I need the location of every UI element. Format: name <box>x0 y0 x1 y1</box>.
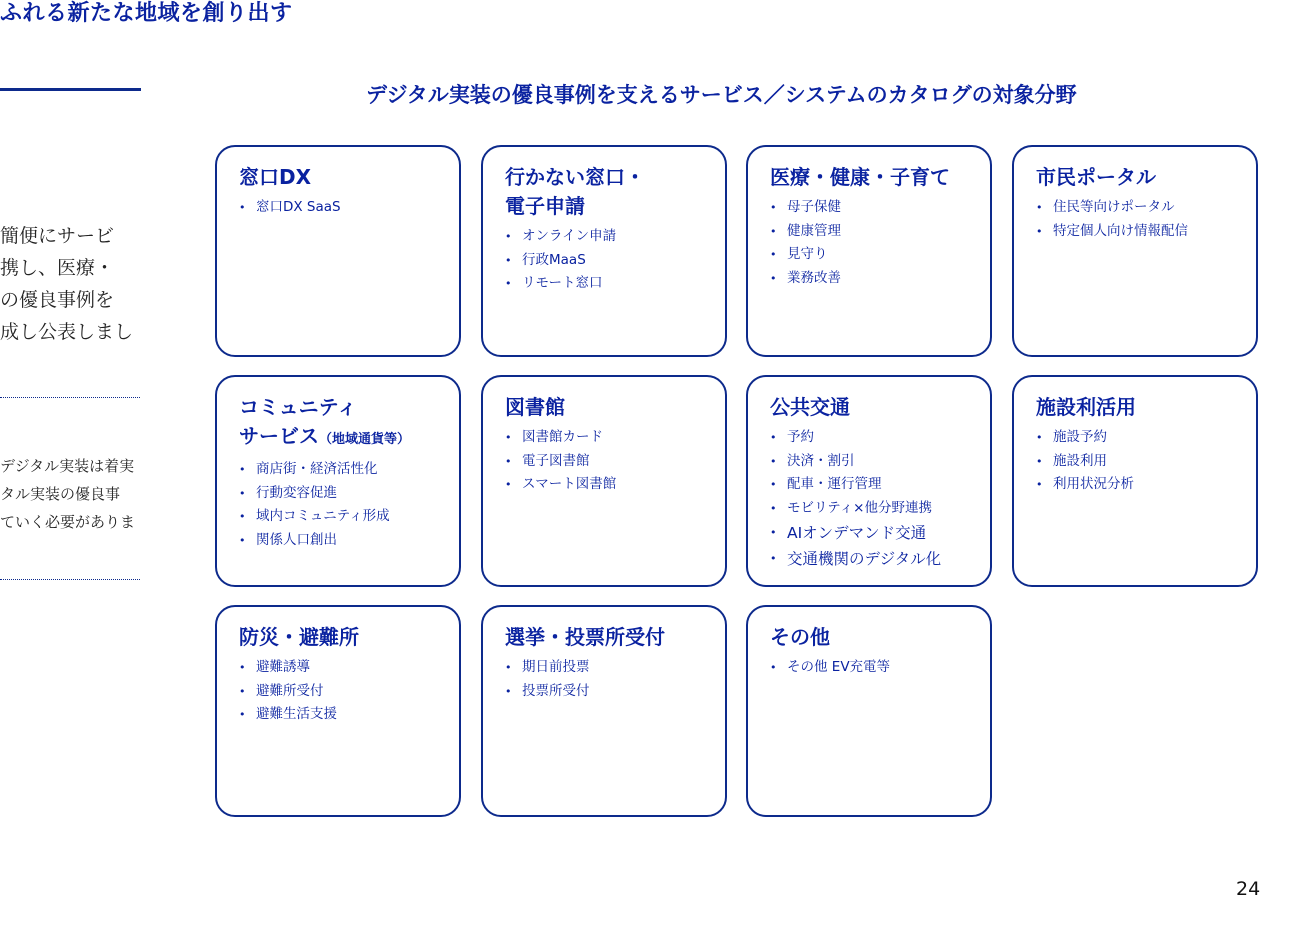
card-item: • 住民等向けポータル <box>1036 196 1246 220</box>
card-item: • 行政MaaS <box>505 249 715 273</box>
card-item: • 健康管理 <box>770 220 980 244</box>
card-item-list <box>505 656 715 703</box>
paragraph-line: 携し、医療・ <box>0 257 115 279</box>
card-item: • 窓口DX SaaS <box>239 196 449 220</box>
card-item: • 避難所受付 <box>239 680 449 704</box>
card-item: • 図書館カード <box>505 426 715 450</box>
card-item: • その他 EV充電等 <box>770 656 980 680</box>
card-item: • 配車・運行管理 <box>770 473 980 497</box>
card-item: • 特定個人向け情報配信 <box>1036 220 1246 244</box>
card-title: 図書館 <box>505 395 565 419</box>
category-card-library <box>481 375 727 587</box>
category-card-window-dx <box>215 145 461 357</box>
card-item: • 決済・割引 <box>770 450 980 474</box>
note-paragraph <box>0 452 140 536</box>
card-item-list <box>1036 196 1246 243</box>
card-title: 医療・健康・子育て <box>770 165 950 189</box>
card-item-list <box>770 196 980 290</box>
card-item: • 行動変容促進 <box>239 482 449 506</box>
card-item: • 電子図書館 <box>505 450 715 474</box>
paragraph-line: ていく必要がありま <box>0 513 136 531</box>
paragraph-line: タル実装の優良事 <box>0 485 121 503</box>
card-item: • 投票所受付 <box>505 680 715 704</box>
category-card-healthcare <box>746 145 992 357</box>
card-item: • 見守り <box>770 243 980 267</box>
category-card-other <box>746 605 992 817</box>
card-item-list <box>239 458 449 552</box>
intro-paragraph <box>0 220 140 348</box>
card-title: 選挙・投票所受付 <box>505 625 665 649</box>
paragraph-line: 成し公表しまし <box>0 321 134 343</box>
card-item: • 施設予約 <box>1036 426 1246 450</box>
card-item: • 避難誘導 <box>239 656 449 680</box>
card-item: • 域内コミュニティ形成 <box>239 505 449 529</box>
card-title: 公共交通 <box>770 395 850 419</box>
card-item: • 避難生活支援 <box>239 703 449 727</box>
card-item: • 期日前投票 <box>505 656 715 680</box>
heading-rule <box>0 88 141 91</box>
card-item-list <box>505 225 715 296</box>
page-heading: ふれる新たな地域を創り出す <box>0 1 293 26</box>
category-card-online-application <box>481 145 727 357</box>
card-title: 防災・避難所 <box>239 625 359 649</box>
card-item-list <box>239 196 449 220</box>
card-item-list <box>770 656 980 680</box>
category-card-community-service <box>215 375 461 587</box>
card-item: • 関係人口創出 <box>239 529 449 553</box>
category-card-election <box>481 605 727 817</box>
card-title: コミュニティ サービス（地域通貨等） <box>239 395 411 448</box>
card-item: • 商店街・経済活性化 <box>239 458 449 482</box>
card-item: • 利用状況分析 <box>1036 473 1246 497</box>
card-item: • 業務改善 <box>770 267 980 291</box>
catalog-title: デジタル実装の優良事例を支えるサービス／システムのカタログの対象分野 <box>366 83 1077 107</box>
card-item-list <box>239 656 449 727</box>
card-item: • 交通機関のデジタル化 <box>770 546 980 572</box>
card-title: 窓口DX <box>239 165 312 189</box>
card-item-list <box>770 426 980 572</box>
card-item: • AIオンデマンド交通 <box>770 520 980 546</box>
category-card-facility-use <box>1012 375 1258 587</box>
card-item-list <box>1036 426 1246 497</box>
category-card-citizen-portal <box>1012 145 1258 357</box>
paragraph-line: の優良事例を <box>0 289 115 311</box>
card-item: • 施設利用 <box>1036 450 1246 474</box>
card-item: • スマート図書館 <box>505 473 715 497</box>
category-card-public-transport <box>746 375 992 587</box>
card-title: 行かない窓口・ 電子申請 <box>505 165 645 218</box>
dotted-divider <box>0 397 140 398</box>
card-item: • オンライン申請 <box>505 225 715 249</box>
page-number: 24 <box>1236 878 1261 900</box>
card-title: その他 <box>770 625 830 649</box>
paragraph-line: デジタル実装は着実 <box>0 457 135 475</box>
card-item: • モビリティ×他分野連携 <box>770 497 980 521</box>
card-title-sub: （地域通貨等） <box>319 432 411 447</box>
card-item: • リモート窓口 <box>505 272 715 296</box>
card-item: • 予約 <box>770 426 980 450</box>
card-title: 市民ポータル <box>1036 165 1156 189</box>
card-item: • 母子保健 <box>770 196 980 220</box>
card-item-list <box>505 426 715 497</box>
dotted-divider <box>0 579 140 580</box>
category-card-disaster-prevention <box>215 605 461 817</box>
paragraph-line: 簡便にサービ <box>0 225 115 247</box>
card-title: 施設利活用 <box>1036 395 1136 419</box>
